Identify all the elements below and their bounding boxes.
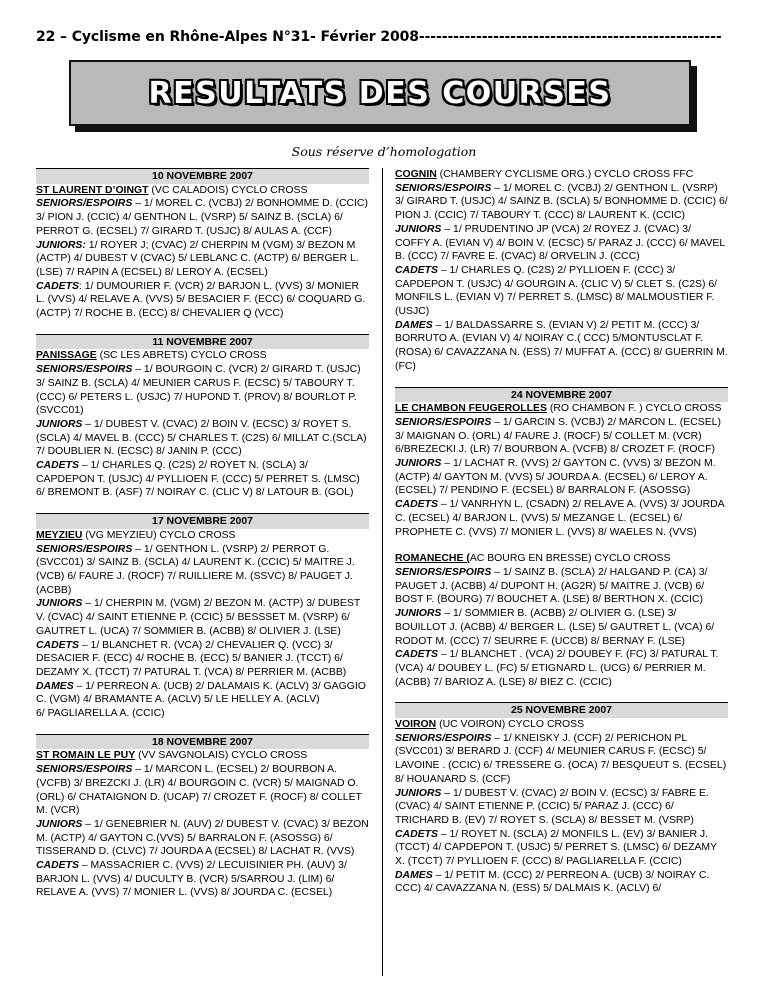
result-category: DAMES	[36, 680, 74, 692]
race-block	[395, 689, 728, 896]
result-category: CADETS	[36, 860, 79, 872]
result-text: – 1/ MOREL C. (VCBJ) 2/ GENTHON L. (VSRP) 3/ GIRARD T. (USJC) 4/ SAINZ B. (SCLA) 5/ BONHOMME D. (CCIC) 6/ PION J. (CCIC) 7/ TABOURY T. (CCC) 8/ LAURENT K. (CCIC)	[395, 182, 728, 222]
race-title	[395, 718, 728, 732]
race-block	[395, 168, 728, 374]
result-category: JUNIORS	[395, 458, 442, 470]
result-text: – 1/ BALDASSARRE S. (EVIAN V) 2/ PETIT M. (CCC) 3/ BORRUTO A. (EVIAN V) 4/ NOIRAY C.( CCC) 5/MONTUSCLAT F. (ROSA) 6/ CAVAZZANA N. (ESS) 7/ MUFFAT A. (CCC) 8/ GUERRIN M. (FC)	[395, 319, 728, 372]
race-date: 24 NOVEMBRE 2007	[395, 387, 728, 403]
result-category: DAMES	[395, 869, 433, 881]
race-block	[395, 374, 728, 540]
result-category: JUNIORS	[36, 598, 83, 610]
block-spacer	[395, 539, 728, 552]
result-category: CADETS	[36, 280, 79, 292]
result-line	[395, 264, 728, 319]
result-text: – 1/ KNEISKY J. (CCF) 2/ PERICHON PL (SVCC01) 3/ BERARD J. (CCF) 4/ MEUNIER CARUS F. (ECSC) 5/ LAVOINE . (CCIC) 6/ TRESSERE G. (OCA) 7/ BESQUEUT S. (ECSEL) 8/ HOUANARD S. (CCF)	[395, 732, 727, 785]
race-date: 17 NOVEMBRE 2007	[36, 513, 369, 529]
race-location: MEYZIEU	[36, 529, 83, 541]
result-category: SENIORS/ESPOIRS	[36, 543, 133, 555]
race-location: VOIRON	[395, 719, 437, 731]
result-category: CADETS	[36, 460, 79, 472]
result-text: – 1/ VANRHYN L. (CSADN) 2/ RELAVE A. (VVS) 3/ JOURDA C. (ECSEL) 4/ BARJON L. (VVS) 5/ MEZANGE L. (ECSEL) 6/ PROPHETE C. (VVS) 7/ MONIER L. (VVS) 8/ WAELES N. (VVS)	[395, 499, 725, 538]
result-text: – 1/ MARCON L. (ECSEL) 2/ BOURBON A. (VCFB) 3/ BREZCKI J. (LR) 4/ BOURGOIN C. (VCR) 5/ MAIGNAD O. (ORL) 6/ CHATAIGNON D. (UCAP) 7/ CROZET F. (ROCF) 8/ COLLET M. (VCR)	[36, 764, 362, 817]
result-line	[395, 869, 728, 896]
race-date: 11 NOVEMBRE 2007	[36, 334, 369, 350]
race-organizer: (UC VOIRON) CYCLO CROSS	[436, 719, 585, 731]
result-line	[36, 763, 369, 818]
race-date: 10 NOVEMBRE 2007	[36, 168, 369, 184]
result-line	[36, 239, 369, 280]
result-line	[36, 639, 369, 680]
result-category: SENIORS/ESPOIRS	[36, 764, 133, 776]
result-category: SENIORS/ESPOIRS	[395, 416, 492, 428]
result-category: CADETS	[395, 649, 438, 661]
result-category: DAMES	[395, 319, 433, 331]
banner-title: RESULTATS DES COURSES	[148, 75, 612, 111]
race-title	[395, 552, 728, 566]
result-line	[36, 818, 369, 859]
result-text: – MASSACRIER C. (VVS) 2/ LECUISINIER PH. (AUV) 3/ BARJON L. (VVS) 4/ DUCULTY B. (VCR) 5/SARROU J. (LIM) 6/ RELAVE A. (VVS) 7/ MONIER L. (VVS) 8/ JOURDA C. (ECSEL)	[36, 860, 347, 899]
result-line	[36, 280, 369, 321]
race-block	[36, 321, 369, 500]
block-spacer	[395, 689, 728, 702]
result-category: CADETS	[36, 639, 79, 651]
result-category: JUNIORS	[395, 608, 442, 620]
column-divider	[382, 168, 383, 976]
result-text: – 1/ CHARLES Q. (C2S) 2/ PYLLIOEN F. (CCC) 3/ CAPDEPON T. (USJC) 4/ GOURGIN A. (CLIC V) 5/ CLET S. (C2S) 6/ MONFILS L. (EVIAN V) 7/ PERRET S. (LMSC) 8/ MALMOUSTIER F. (USJC)	[395, 264, 718, 318]
result-text: – 1/ SOMMIER B. (ACBB) 2/ OLIVIER G. (LSE) 3/ BOUILLOT J. (ACBB) 4/ BERGER L. (LSE) 5/ GAUTRET L. (VCA) 6/ RODOT M. (CCC) 7/ SEURRE F. (UCCB) 8/ BERNAY F. (LSE)	[395, 608, 715, 647]
result-line	[36, 859, 369, 900]
result-line	[395, 607, 728, 648]
race-title	[36, 529, 369, 543]
race-location: LE CHAMBON FEUGEROLLES	[395, 403, 547, 415]
result-line	[36, 680, 369, 721]
right-column	[395, 168, 728, 896]
result-line	[36, 418, 369, 459]
race-date: 25 NOVEMBRE 2007	[395, 702, 728, 718]
race-location: ST ROMAIN LE PUY	[36, 750, 136, 762]
result-line	[36, 459, 369, 500]
result-line	[395, 787, 728, 828]
result-text: – 1/ DUBEST V. (CVAC) 2/ BOIN V. (ECSC) 3/ ROYET S. (SCLA) 4/ MAVEL B. (CCC) 5/ CHARLES T. (C2S) 6/ MILLAT C.(SCLA) 7/ DOUBLIER N. (ECSC) 8/ JANIN P. (CCC)	[36, 418, 367, 458]
race-organizer: (VV SAVGNOLAIS) CYCLO CROSS	[135, 750, 308, 762]
result-text: – 1/ BOURGOIN C. (VCR) 2/ GIRARD T. (USJC) 3/ SAINZ B. (SCLA) 4/ MEUNIER CARUS F. (ECSC) 5/ TABOURY T. (CCC) 6/ PETERS L. (USJC) 7/ HUPOND T. (PROV) 8/ BOURLOT P. (SVCC01)	[36, 364, 361, 417]
result-line	[395, 828, 728, 869]
result-category: JUNIORS	[395, 787, 442, 799]
result-category: JUNIORS	[395, 223, 442, 235]
homologation-note: Sous réserve d’homologation	[291, 144, 477, 159]
result-text: – 1/ PETIT M. (CCC) 2/ PERREON A. (UCB) 3/ NOIRAY C. CCC) 4/ CAVAZZANA N. (ESS) 5/ DALMAIS K. (ACLV) 6/	[395, 869, 710, 895]
race-location: ROMANECHE (	[395, 553, 470, 565]
result-category: CADETS	[395, 499, 438, 511]
result-category: SENIORS/ESPOIRS	[36, 198, 133, 210]
result-text: – 1/ BLANCHET R. (VCA) 2/ CHEVALIER Q. (VCC) 3/ DESACIER F. (ECC) 4/ ROCHE B. (ECC) 5/ BANIER J. (TCCT) 6/ DEZAMY X. (TCCT) 7/ PATURAL T. (VCA) 8/ PERRIER M. (ACBB)	[36, 639, 347, 678]
race-title	[36, 349, 369, 363]
result-text: – 1/ CHERPIN M. (VGM) 2/ BEZON M. (ACTP) 3/ DUBEST V. (CVAC) 4/ SAINT ETIENNE P. (CCIC) 5/ BESSSET M. (VSRP) 6/ GAUTRET L. (UCA) 7/ SOMMIER B. (ACBB) 8/ OLIVIER J. (LSE)	[36, 598, 361, 637]
result-text: – 1/ ROYET N. (SCLA) 2/ MONFILS L. (EV) 3/ BANIER J. (TCCT) 4/ CAPDEPON T. (USJC) 5/ PERRET S. (LMSC) 6/ DEZAMY X. (TCCT) 7/ PYLLIOEN F. (CCC) 8/ PAGLIARELLA F. (CCIC)	[395, 828, 717, 868]
result-category: CADETS	[395, 828, 438, 840]
result-text: – 1/ DUBEST V. (CVAC) 2/ BOIN V. (ECSC) 3/ FABRE E. (CVAC) 4/ SAINT ETIENNE P. (CCIC) 5/ PARAZ J. (CCC) 6/ TRICHARD B. (EV) 7/ ROYET S. (SCLA) 8/ BESSET M. (VSRP)	[395, 787, 709, 826]
result-line	[395, 648, 728, 689]
race-organizer: (SC LES ABRETS) CYCLO CROSS	[96, 350, 267, 362]
result-category: SENIORS/ESPOIRS	[395, 732, 492, 744]
race-block	[36, 168, 369, 321]
result-category: JUNIORS:	[36, 239, 86, 251]
result-text: – 1/ GENEBRIER N. (AUV) 2/ DUBEST V. (CVAC) 3/ BEZON M. (ACTP) 4/ GAYTON C.(VVS) 5/ BARRALON F. (ASOSSG) 6/ TISSERAND D. (CLVC) 7/ JOURDA A (ECSEL) 8/ LACHAT R. (VVS)	[36, 818, 369, 858]
race-title	[36, 749, 369, 763]
result-line	[36, 197, 369, 238]
result-category: JUNIORS	[36, 418, 83, 430]
race-location: COGNIN	[395, 169, 437, 180]
result-text: – 1/ CHARLES Q. (C2S) 2/ ROYET N. (SCLA) 3/ CAPDEPON T. (USJC) 4/ PYLLIOEN F. (CCC) 5/ PERRET S. (LMSC) 6/ BREMONT B. (ASF) 7/ NOIRAY C. (CLIC V) 8/ LATOUR B. (GOL)	[36, 460, 360, 499]
result-line	[36, 597, 369, 638]
result-text: – 1/ BLANCHET . (VCA) 2/ DOUBEY F. (FC) 3/ PATURAL T. (VCA) 4/ DOUBEY L. (FC) 5/ ETIGNARD L. (UCG) 6/ PERRIER M. (ACBB) 7/ BARIOZ A. (LSE) 8/ BIEZ C. (CCIC)	[395, 649, 719, 688]
race-block	[395, 539, 728, 689]
result-category: SENIORS/ESPOIRS	[36, 364, 133, 376]
result-line	[395, 223, 728, 264]
block-spacer	[395, 374, 728, 387]
page-header: 22 – Cyclisme en Rhône-Alpes N°31- Février 2008-----------------------------------------------------	[36, 29, 722, 45]
race-organizer: (VG MEYZIEU) CYCLO CROSS	[82, 529, 236, 541]
race-block	[36, 500, 369, 721]
result-text: – 1/ GENTHON L. (VSRP) 2/ PERROT G. (SVCC01) 3/ SAINZ B. (SCLA) 4/ LAURENT K. (CCIC) 5/ MAITRE J. (VCB) 6/ FAURE J. (ROCF) 7/ RUILLIERE M. (SSVC) 8/ PAUGET J. (ACBB)	[36, 543, 355, 596]
result-text: 6/ PAGLIARELLA A. (CCIC)	[36, 708, 165, 720]
result-line	[36, 543, 369, 598]
result-line	[395, 457, 728, 498]
block-spacer	[36, 721, 369, 734]
result-text: – 1/ PRUDENTINO JP (VCA) 2/ ROYEZ J. (CVAC) 3/ COFFY A. (EVIAN V) 4/ BOIN V. (ECSC) 5/ PARAZ J. (CCC) 6/ MAVEL B. (CCC) 7/ FAVRE E. (CVAC) 8/ ORVELIN J. (CCC)	[395, 223, 725, 263]
block-spacer	[36, 500, 369, 513]
left-column	[36, 168, 369, 900]
section-banner	[69, 60, 697, 132]
result-text: : 1/ DUMOURIER F. (VCR) 2/ BARJON L. (VVS) 3/ MONIER L. (VVS) 4/ RELAVE A. (VVS) 5/ BESACIER F. (ECC) 6/ COQUARD G. (ACTP) 7/ ROCHE B. (ECC) 8/ CHEVALIER Q (VCC)	[36, 280, 366, 320]
result-category: CADETS	[395, 264, 438, 276]
result-category: JUNIORS	[36, 818, 83, 830]
race-title	[395, 168, 728, 182]
result-text: – 1/ GARCIN S. (VCBJ) 2/ MARCON L. (ECSEL) 3/ MAIGNAN O. (ORL) 4/ FAURE J. (ROCF) 5/ COLLET M. (VCR) 6/BREZECKI J. (LR) 7/ BOURBON A. (VCFB) 8/ CROZET F. (ROCF)	[395, 416, 721, 456]
block-spacer	[36, 321, 369, 334]
result-line	[395, 182, 728, 223]
result-line	[395, 732, 728, 787]
result-text: – 1/ MOREL C. (VCBJ) 2/ BONHOMME D. (CCIC) 3/ PION J. (CCIC) 4/ GENTHON L. (VSRP) 5/ SAINZ B. (SCLA) 6/ PERROT G. (ECSEL) 7/ GIRARD T. (USJC) 8/ AULAS A. (CCF)	[36, 198, 368, 237]
race-date: 18 NOVEMBRE 2007	[36, 734, 369, 750]
result-text: 1/ ROYER J; (CVAC) 2/ CHERPIN M (VGM) 3/ BEZON M (ACTP) 4/ DUBEST V (CVAC) 5/ LEBLANC C. (ACTP) 6/ BERGER L. (LSE) 7/ RAPIN A (ECSEL) 8/ LEROY A. (ECSEL)	[36, 239, 359, 278]
race-organizer: (VC CALADOIS) CYCLO CROSS	[148, 184, 308, 196]
result-line	[395, 566, 728, 607]
result-category: SENIORS/ESPOIRS	[395, 566, 492, 578]
race-organizer: (RO CHAMBON F. ) CYCLO CROSS	[546, 403, 722, 415]
result-text: – 1/ LACHAT R. (VVS) 2/ GAYTON C. (VVS) 3/ BEZON M. (ACTP) 4/ GAYTON M. (VVS) 5/ JOURDA A. (ECSEL) 6/ LEROY A. (ECSEL) 7/ PENDINO F. (ECSEL) 8/ BARRALON F. (ASOSSG)	[395, 458, 716, 497]
result-line	[395, 319, 728, 374]
race-block	[36, 721, 369, 900]
result-text: – 1/ SAINZ B. (SCLA) 2/ HALGAND P. (CA) 3/ PAUGET J. (ACBB) 4/ DUPONT H. (AG2R) 5/ MAITRE J. (VCB) 6/ BOST F. (BOURG) 7/ BOUCHET A. (LSE) 8/ BERTHON X. (CCIC)	[395, 566, 708, 606]
race-title	[395, 402, 728, 416]
race-location: PANISSAGE	[36, 350, 97, 362]
result-line	[395, 498, 728, 539]
race-location: ST LAURENT D’OINGT	[36, 184, 149, 196]
race-organizer: AC BOURG EN BRESSE) CYCLO CROSS	[469, 553, 671, 565]
result-text: – 1/ PERREON A. (UCB) 2/ DALAMAIS K. (ACLV) 3/ GAGGIO C. (VGM) 4/ BRAMANTE A. (ACLV) 5/ LE HELLEY A. (ACLV)	[36, 680, 366, 706]
result-line	[36, 363, 369, 418]
race-organizer: (CHAMBERY CYCLISME ORG.) CYCLO CROSS FFC	[436, 169, 694, 180]
result-line	[395, 416, 728, 457]
result-category: SENIORS/ESPOIRS	[395, 182, 492, 194]
race-title	[36, 184, 369, 198]
